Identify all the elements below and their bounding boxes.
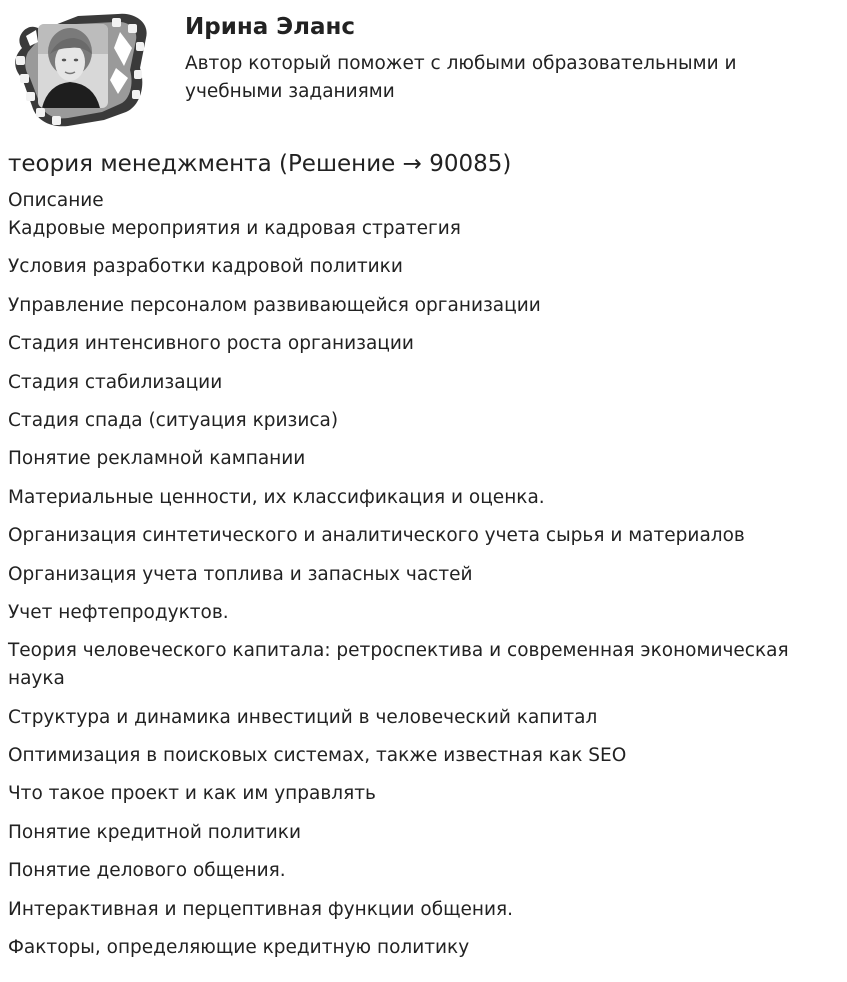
list-item: Понятие делового общения. [8, 860, 286, 882]
list-item: Стадия интенсивного роста организации [8, 333, 414, 355]
author-photo [38, 24, 108, 108]
list-item: Организация учета топлива и запасных частей [8, 563, 473, 585]
author-card [0, 0, 847, 140]
list-item: Интерактивная и перцептивная функции общения. [8, 898, 514, 920]
author-avatar[interactable] [8, 8, 150, 128]
list-item: Условия разработки кадровой политики [8, 256, 403, 278]
list-item: Структура и динамика инвестиций в человеческий капитал [8, 706, 598, 728]
author-name[interactable]: Ирина Эланс [185, 14, 356, 40]
list-item: Что такое проект и как им управлять [8, 783, 376, 805]
list-item: Организация синтетического и аналитического учета сырья и материалов [8, 525, 745, 547]
list-item: Стадия спада (ситуация кризиса) [8, 409, 339, 431]
list-item: Факторы, определяющие кредитную политику [8, 937, 470, 959]
list-item: Управление персоналом развивающейся организации [8, 294, 541, 316]
topics-list [8, 215, 838, 972]
author-description: Автор который поможет с любыми образовательными и учебными заданиями [185, 53, 737, 102]
list-item: Понятие кредитной политики [8, 821, 301, 843]
list-item: Теория человеческого капитала: ретроспектива и современная экономическая наука [8, 640, 789, 690]
list-item: Оптимизация в поисковых системах, также известная как SEO [8, 745, 627, 767]
list-item: Материальные ценности, их классификация и оценка. [8, 486, 545, 508]
description-label: Описание [8, 190, 104, 211]
list-item: Понятие рекламной кампании [8, 448, 306, 470]
list-item: Стадия стабилизации [8, 371, 223, 393]
page-title: теория менеджмента (Решение → 90085) [8, 151, 512, 177]
list-item: Кадровые мероприятия и кадровая стратегия [8, 218, 461, 239]
list-item: Учет нефтепродуктов. [8, 601, 229, 623]
